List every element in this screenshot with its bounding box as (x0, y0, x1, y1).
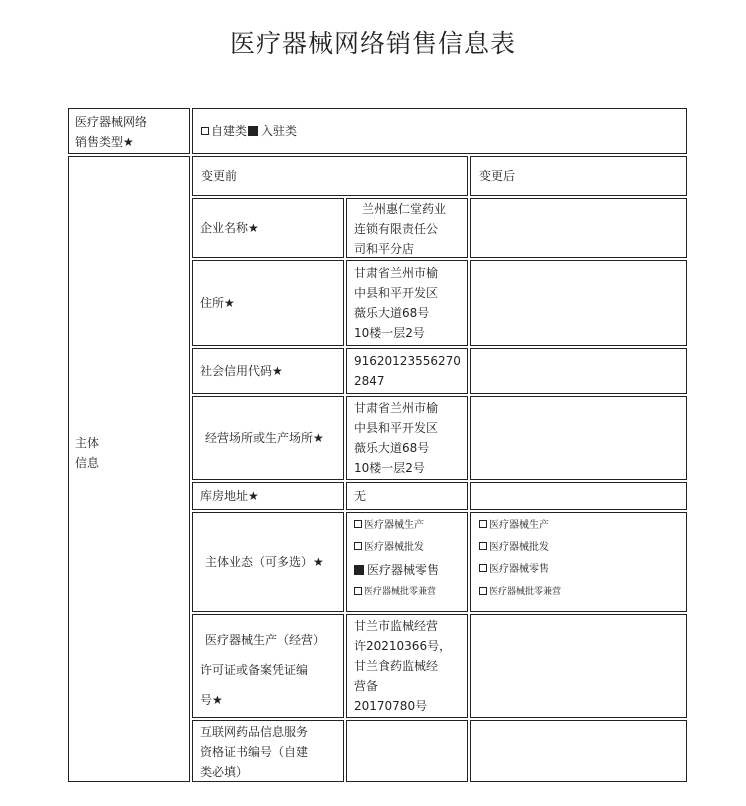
company-line2: 连锁有限责任公 (354, 222, 439, 236)
license-after-cell (470, 614, 687, 718)
business-site-line4: 10楼一层2号 (354, 461, 425, 475)
unchecked-checkbox-icon[interactable] (479, 564, 487, 572)
unchecked-checkbox-icon[interactable] (479, 587, 487, 595)
business-form-after-cell (470, 512, 687, 612)
license-line1: 甘兰市监械经营 (354, 619, 439, 633)
address-line1: 甘肃省兰州市榆 (354, 266, 439, 280)
before-option-combined-label: 医疗器械批零兼营 (364, 587, 437, 597)
credit-code-label-cell (192, 348, 344, 394)
checked-checkbox-icon[interactable] (354, 565, 364, 575)
business-site-line1: 甘肃省兰州市榆 (354, 401, 439, 415)
internet-cert-label-line1: 互联网药品信息服务 (200, 725, 309, 739)
warehouse-label-cell (192, 482, 344, 510)
company-label-cell (192, 198, 344, 258)
license-line4: 营备 (354, 679, 379, 693)
subject-info-line2: 信息 (75, 456, 100, 470)
unchecked-checkbox-icon[interactable] (354, 520, 362, 528)
address-line4: 10楼一层2号 (354, 326, 425, 340)
unchecked-checkbox-icon[interactable] (479, 520, 487, 528)
before-option-production-label: 医疗器械生产 (364, 520, 424, 531)
internet-cert-after-cell (470, 720, 687, 782)
sales-type-value-cell (192, 108, 687, 154)
after-header-cell (470, 156, 687, 196)
business-site-line3: 薇乐大道68号 (354, 441, 430, 455)
license-line5: 20170780号 (354, 699, 428, 713)
warehouse-value: 无 (354, 489, 367, 503)
before-option-production (354, 516, 467, 536)
after-option-combined (479, 582, 686, 602)
internet-cert-before-cell (346, 720, 468, 782)
checked-checkbox-icon[interactable] (248, 126, 258, 136)
unchecked-checkbox-icon[interactable] (479, 542, 487, 550)
after-option-retail-label: 医疗器械零售 (489, 564, 549, 575)
after-header: 变更后 (479, 169, 516, 183)
license-value-cell (346, 614, 468, 718)
license-line3: 甘兰食药监械经 (354, 659, 439, 673)
address-line3: 薇乐大道68号 (354, 306, 430, 320)
before-header: 变更前 (201, 169, 238, 183)
company-line1: 兰州惠仁堂药业 (362, 202, 447, 216)
subject-info-cell (68, 156, 190, 782)
sales-type-label-line2: 销售类型★ (75, 135, 134, 149)
internet-cert-label-line3: 类必填） (200, 765, 249, 779)
license-line2: 许20210366号， (354, 639, 452, 653)
warehouse-after-cell (470, 482, 687, 510)
license-label-line1: 医疗器械生产（经营） (205, 633, 326, 647)
sales-type-label-line1: 医疗器械网络 (75, 115, 148, 129)
warehouse-label: 库房地址★ (200, 489, 259, 503)
address-after-cell (470, 260, 687, 346)
business-form-before-cell (346, 512, 468, 612)
business-site-after-cell (470, 396, 687, 480)
page-title: 医疗器械网络销售信息表 (229, 29, 516, 58)
business-site-label: 经营场所或生产场所★ (205, 431, 324, 445)
after-option-production-label: 医疗器械生产 (489, 520, 549, 531)
company-line3: 司和平分店 (354, 242, 415, 256)
address-label-cell (192, 260, 344, 346)
unchecked-checkbox-icon[interactable] (201, 127, 209, 135)
address-line2: 中县和平开发区 (354, 286, 439, 300)
sales-type-options (201, 121, 678, 141)
after-option-production (479, 516, 686, 536)
credit-code-label: 社会信用代码★ (200, 364, 283, 378)
after-option-wholesale-label: 医疗器械批发 (489, 542, 549, 553)
business-form-label-cell (192, 512, 344, 612)
company-value-cell (346, 198, 468, 258)
business-site-label-cell (192, 396, 344, 480)
subject-info-line1: 主体 (75, 436, 100, 450)
option-settled: 入驻类 (261, 124, 298, 138)
business-site-value-cell (346, 396, 468, 480)
before-option-retail-label: 医疗器械零售 (367, 563, 440, 577)
after-option-wholesale (479, 538, 686, 558)
before-option-combined (354, 582, 467, 602)
company-label: 企业名称★ (200, 221, 259, 235)
credit-code-after-cell (470, 348, 687, 394)
unchecked-checkbox-icon[interactable] (354, 587, 362, 595)
license-label-line2: 许可证或备案凭证编 (200, 663, 309, 677)
before-option-wholesale (354, 538, 467, 558)
unchecked-checkbox-icon[interactable] (354, 542, 362, 550)
credit-code-line1: 91620123556270 (354, 354, 461, 368)
business-site-line2: 中县和平开发区 (354, 421, 439, 435)
license-label-cell (192, 614, 344, 718)
after-option-retail (479, 560, 686, 580)
sales-type-label-cell (68, 108, 190, 154)
before-header-cell (192, 156, 468, 196)
warehouse-value-cell (346, 482, 468, 510)
credit-code-line2: 2847 (354, 374, 385, 388)
before-option-wholesale-label: 医疗器械批发 (364, 542, 424, 553)
internet-cert-label-line2: 资格证书编号（自建 (200, 745, 309, 759)
before-option-retail (354, 560, 467, 580)
business-form-label: 主体业态（可多选）★ (205, 555, 324, 569)
credit-code-value-cell (346, 348, 468, 394)
after-option-combined-label: 医疗器械批零兼营 (489, 587, 562, 597)
internet-cert-label-cell (192, 720, 344, 782)
address-label: 住所★ (200, 296, 235, 310)
address-value-cell (346, 260, 468, 346)
license-label-line3: 号★ (200, 693, 223, 707)
option-self-built: 自建类 (211, 124, 248, 138)
company-after-cell (470, 198, 687, 258)
